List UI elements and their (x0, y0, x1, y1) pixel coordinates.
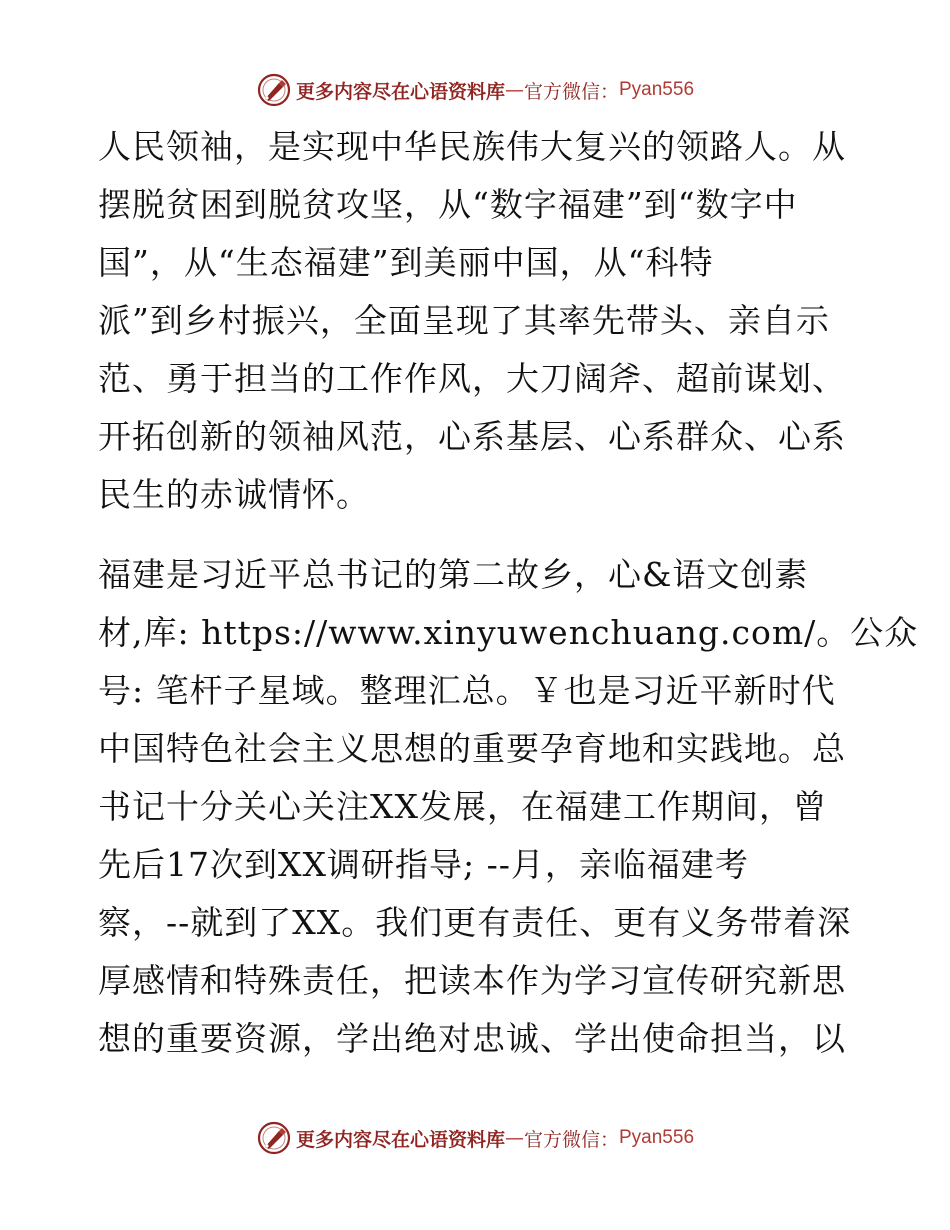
text-line: 先后17次到XX调研指导; --月，亲临福建考 (98, 845, 749, 884)
footer-banner (0, 1118, 950, 1158)
text-line: 中国特色社会主义思想的重要孕育地和实践地。总 (98, 729, 846, 768)
text-line: 想的重要资源，学出绝对忠诚、学出使命担当，以 (98, 1019, 846, 1058)
header-wechat-id: Pyan556 (619, 79, 695, 100)
text-line: 摆脱贫困到脱贫攻坚，从“数字福建”到“数字中 (98, 185, 798, 224)
pen-logo-icon (256, 72, 292, 108)
text-line: 范、勇于担当的工作作风，大刀阔斧、超前谋划、 (98, 359, 846, 398)
text-line: 民生的赤诚情怀。 (98, 475, 370, 514)
text-line: 书记十分关心关注XX发展，在福建工作期间，曾 (98, 787, 827, 826)
pen-logo-icon (256, 1120, 292, 1156)
footer-banner-text: 更多内容尽在心语资料库 (295, 1128, 505, 1151)
text-line: 察，--就到了XX。我们更有责任、更有义务带着深 (98, 903, 852, 942)
text-line: 开拓创新的领袖风范，心系基层、心系群众、心系 (98, 417, 846, 456)
header-separator: — (504, 79, 524, 101)
footer-wechat-label: 官方微信： (523, 1128, 619, 1151)
text-line: 厚感情和特殊责任，把读本作为学习宣传研究新思 (98, 961, 846, 1000)
text-line: 国”，从“生态福建”到美丽中国，从“科特 (98, 243, 714, 282)
text-line: 福建是习近平总书记的第二故乡，心&语文创素 (98, 555, 809, 594)
footer-separator: — (504, 1127, 524, 1149)
header-wechat-label: 官方微信： (523, 80, 619, 103)
paragraph-1 (98, 118, 858, 524)
header-banner-text: 更多内容尽在心语资料库 (295, 80, 505, 103)
paragraph-spacer (98, 524, 858, 546)
text-line: 号: 笔杆子星域。整理汇总。￥也是习近平新时代 (98, 671, 836, 710)
paragraph-2 (98, 546, 919, 1068)
footer-wechat-id: Pyan556 (619, 1127, 695, 1148)
document-body (98, 118, 919, 1068)
header-banner (0, 70, 950, 110)
text-line: 派”到乡村振兴，全面呈现了其率先带头、亲自示 (98, 301, 830, 340)
text-line: 材,库: https://www.xinyuwenchuang.com/。公众 (98, 613, 919, 652)
text-line: 人民领袖，是实现中华民族伟大复兴的领路人。从 (98, 127, 846, 166)
